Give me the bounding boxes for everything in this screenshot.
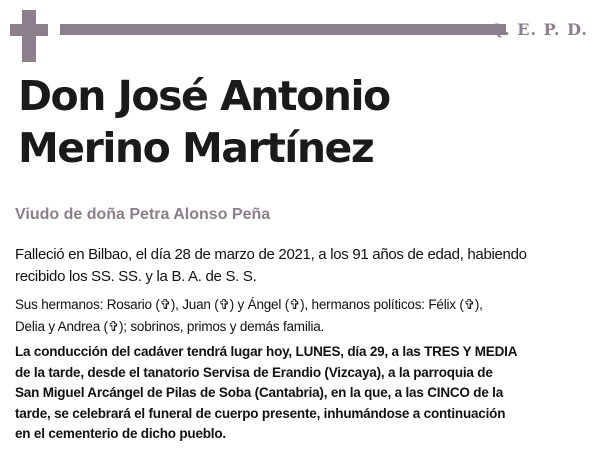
paragraph-line: La conducción del cadáver tendrá lugar hoy, LUNES, día 29, a las TRES Y MEDIA bbox=[15, 344, 518, 359]
death-announcement-paragraph bbox=[15, 244, 590, 288]
paragraph-line: recibido los SS. SS. y la B. A. de S. S. bbox=[15, 268, 257, 285]
cross-symbol-icon: ✞ bbox=[463, 297, 475, 313]
text-segment: ); sobrinos, primos y demás familia. bbox=[118, 319, 325, 334]
cross-symbol-icon: ✞ bbox=[107, 319, 119, 335]
text-segment: ) y Ángel ( bbox=[229, 297, 290, 312]
text-segment: ), bbox=[474, 297, 483, 312]
paragraph-line: Falleció en Bilbao, el día 28 de marzo de 2021, a los 91 años de edad, habiendo bbox=[15, 246, 527, 263]
cross-symbol-icon: ✞ bbox=[218, 297, 230, 313]
text-segment: Sus hermanos: Rosario ( bbox=[15, 297, 160, 312]
header-rule bbox=[60, 24, 506, 35]
cross-icon bbox=[10, 10, 48, 62]
deceased-name bbox=[18, 70, 588, 174]
name-line-1: Don José Antonio bbox=[18, 72, 390, 120]
text-segment: ), Juan ( bbox=[170, 297, 219, 312]
family-paragraph bbox=[15, 294, 590, 338]
cross-vertical-bar bbox=[22, 10, 36, 62]
paragraph-line: tarde, se celebrará el funeral de cuerpo presente, inhumándose a continuación bbox=[15, 405, 506, 421]
paragraph-line: en el cementerio de dicho pueblo. bbox=[15, 426, 226, 441]
paragraph-line bbox=[15, 316, 590, 338]
paragraph-line: de la tarde, desde el tanatorio Servisa de Erandio (Vizcaya), a la parroquia de bbox=[15, 364, 493, 380]
cross-symbol-icon: ✞ bbox=[159, 297, 171, 313]
name-line-2: Merino Martínez bbox=[18, 124, 374, 172]
widow-subtitle: Viudo de doña Petra Alonso Peña bbox=[15, 206, 271, 223]
paragraph-line: San Miguel Arcángel de Pilas de Soba (Cantabria), en la que, a las CINCO de la bbox=[15, 385, 504, 400]
text-segment: ), hermanos políticos: Félix ( bbox=[300, 297, 464, 312]
cross-symbol-icon: ✞ bbox=[289, 297, 301, 313]
qepd-label: Q. E. P. D. bbox=[489, 20, 588, 39]
paragraph-line bbox=[15, 294, 590, 316]
text-segment: Delia y Andrea ( bbox=[15, 319, 108, 334]
funeral-details-paragraph bbox=[15, 342, 590, 445]
cross-horizontal-bar bbox=[10, 24, 48, 36]
